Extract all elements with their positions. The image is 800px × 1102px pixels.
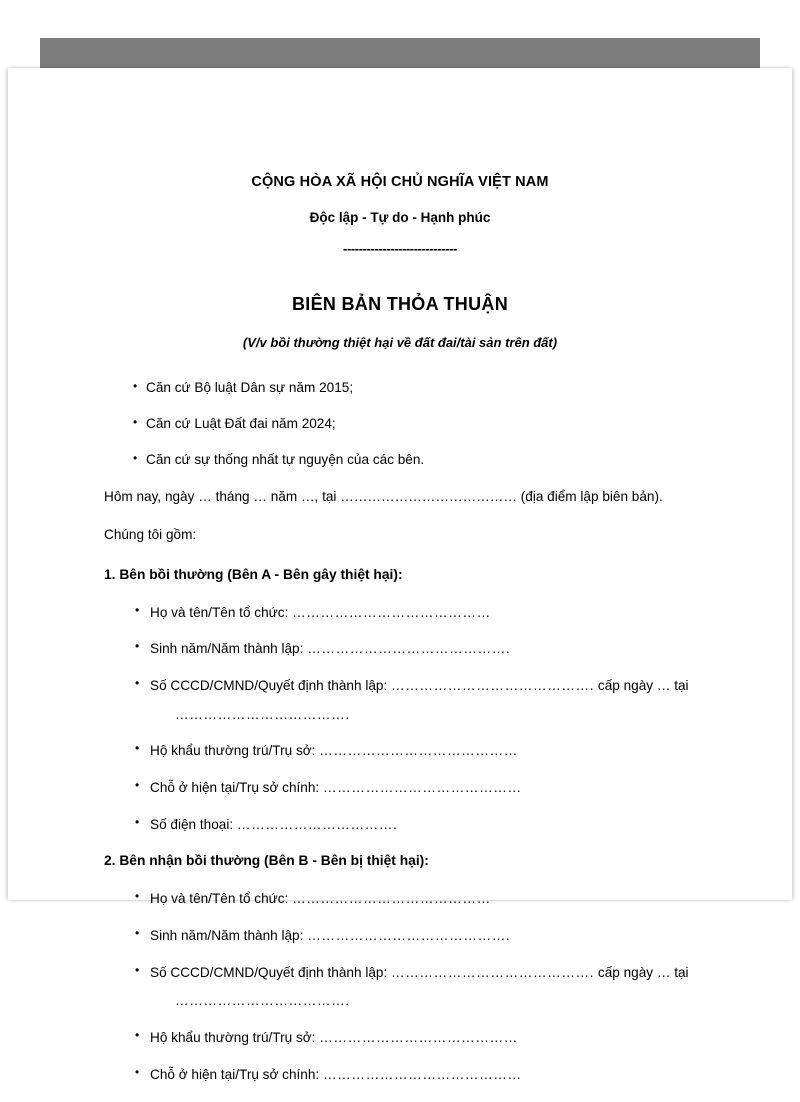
field-row — [135, 1066, 711, 1084]
date-location-line: Hôm nay, ngày … tháng … năm …, tại ………………………………… (địa điểm lập biên bản). — [104, 489, 663, 505]
legal-basis-item: • Căn cứ Luật Đất đai năm 2024; — [133, 416, 702, 433]
national-motto: Độc lập - Tự do - Hạnh phúc — [309, 210, 491, 226]
section-heading-party-b: 2. Bên nhận bồi thường (Bên B - Bên bị thiệt hại): — [104, 853, 429, 869]
field-label: Hộ khẩu thường trú/Trụ sở: — [150, 743, 316, 759]
field-label: Số CCCD/CMND/Quyết định thành lập: — [150, 677, 388, 693]
document-page-content — [8, 68, 792, 1102]
parties-intro-line: Chúng tôi gồm: — [104, 526, 197, 542]
document-body — [8, 380, 792, 1083]
field-label: Số CCCD/CMND/Quyết định thành lập: — [150, 964, 388, 980]
field-row — [135, 742, 711, 760]
field-dotted-blank-continued: ………………………………. — [175, 706, 350, 722]
section-heading-party-a: 1. Bên bồi thường (Bên A - Bên gây thiệt hại): — [104, 566, 403, 582]
field-row — [135, 640, 711, 658]
field-row — [135, 816, 711, 834]
legal-basis-item: • Căn cứ sự thống nhất tự nguyện của các bên. — [133, 452, 702, 469]
field-dotted-blank: …………………………………… — [319, 743, 518, 759]
field-label: Sinh năm/Năm thành lập: — [150, 641, 304, 657]
field-tail-text: cấp ngày … tại — [597, 677, 689, 693]
document-header — [8, 174, 792, 256]
field-row — [135, 604, 711, 622]
field-dotted-blank: …………………………………… — [292, 891, 491, 907]
field-dotted-blank: …………………………………… — [292, 604, 491, 620]
field-row — [135, 927, 711, 945]
document-page — [8, 68, 792, 1082]
field-row — [135, 1029, 711, 1047]
field-label: Chỗ ở hiện tại/Trụ sở chính: — [150, 779, 320, 795]
field-row — [135, 779, 711, 797]
field-label: Số điện thoại: — [150, 816, 234, 832]
field-tail-text: cấp ngày … tại — [597, 964, 689, 980]
field-label: Hộ khẩu thường trú/Trụ sở: — [150, 1029, 316, 1045]
window-chrome-bar — [40, 38, 760, 69]
national-heading: CỘNG HÒA XÃ HỘI CHỦ NGHĨA VIỆT NAM — [251, 174, 549, 190]
legal-basis-item: • Căn cứ Bộ luật Dân sự năm 2015; — [133, 380, 702, 397]
field-dotted-blank-continued: ………………………………. — [175, 993, 350, 1009]
header-divider-rule: ----------------------------- — [343, 240, 457, 256]
field-dotted-blank: ……………………………………. — [391, 964, 595, 980]
document-title: BIÊN BẢN THỎA THUẬN — [291, 294, 509, 315]
field-row — [135, 890, 711, 908]
field-dotted-blank: ……………………………………. — [391, 677, 595, 693]
field-dotted-blank: …………………………………… — [322, 779, 522, 795]
field-dotted-blank: …………………………………… — [322, 1066, 522, 1082]
field-label: Chỗ ở hiện tại/Trụ sở chính: — [150, 1066, 320, 1082]
field-dotted-blank: …………………………………… — [319, 1029, 518, 1045]
field-row — [135, 964, 711, 1010]
field-dotted-blank: ……………………………. — [236, 816, 398, 832]
field-row — [135, 677, 711, 723]
field-label: Họ và tên/Tên tổ chức: — [150, 604, 289, 620]
field-dotted-blank: ……………………………………. — [307, 641, 511, 657]
field-label: Họ và tên/Tên tổ chức: — [150, 891, 289, 907]
field-dotted-blank: ……………………………………. — [307, 927, 511, 943]
document-subtitle: (V/v bồi thường thiệt hại về đất đai/tài sản trên đất) — [242, 334, 558, 350]
field-label: Sinh năm/Năm thành lập: — [150, 927, 304, 943]
